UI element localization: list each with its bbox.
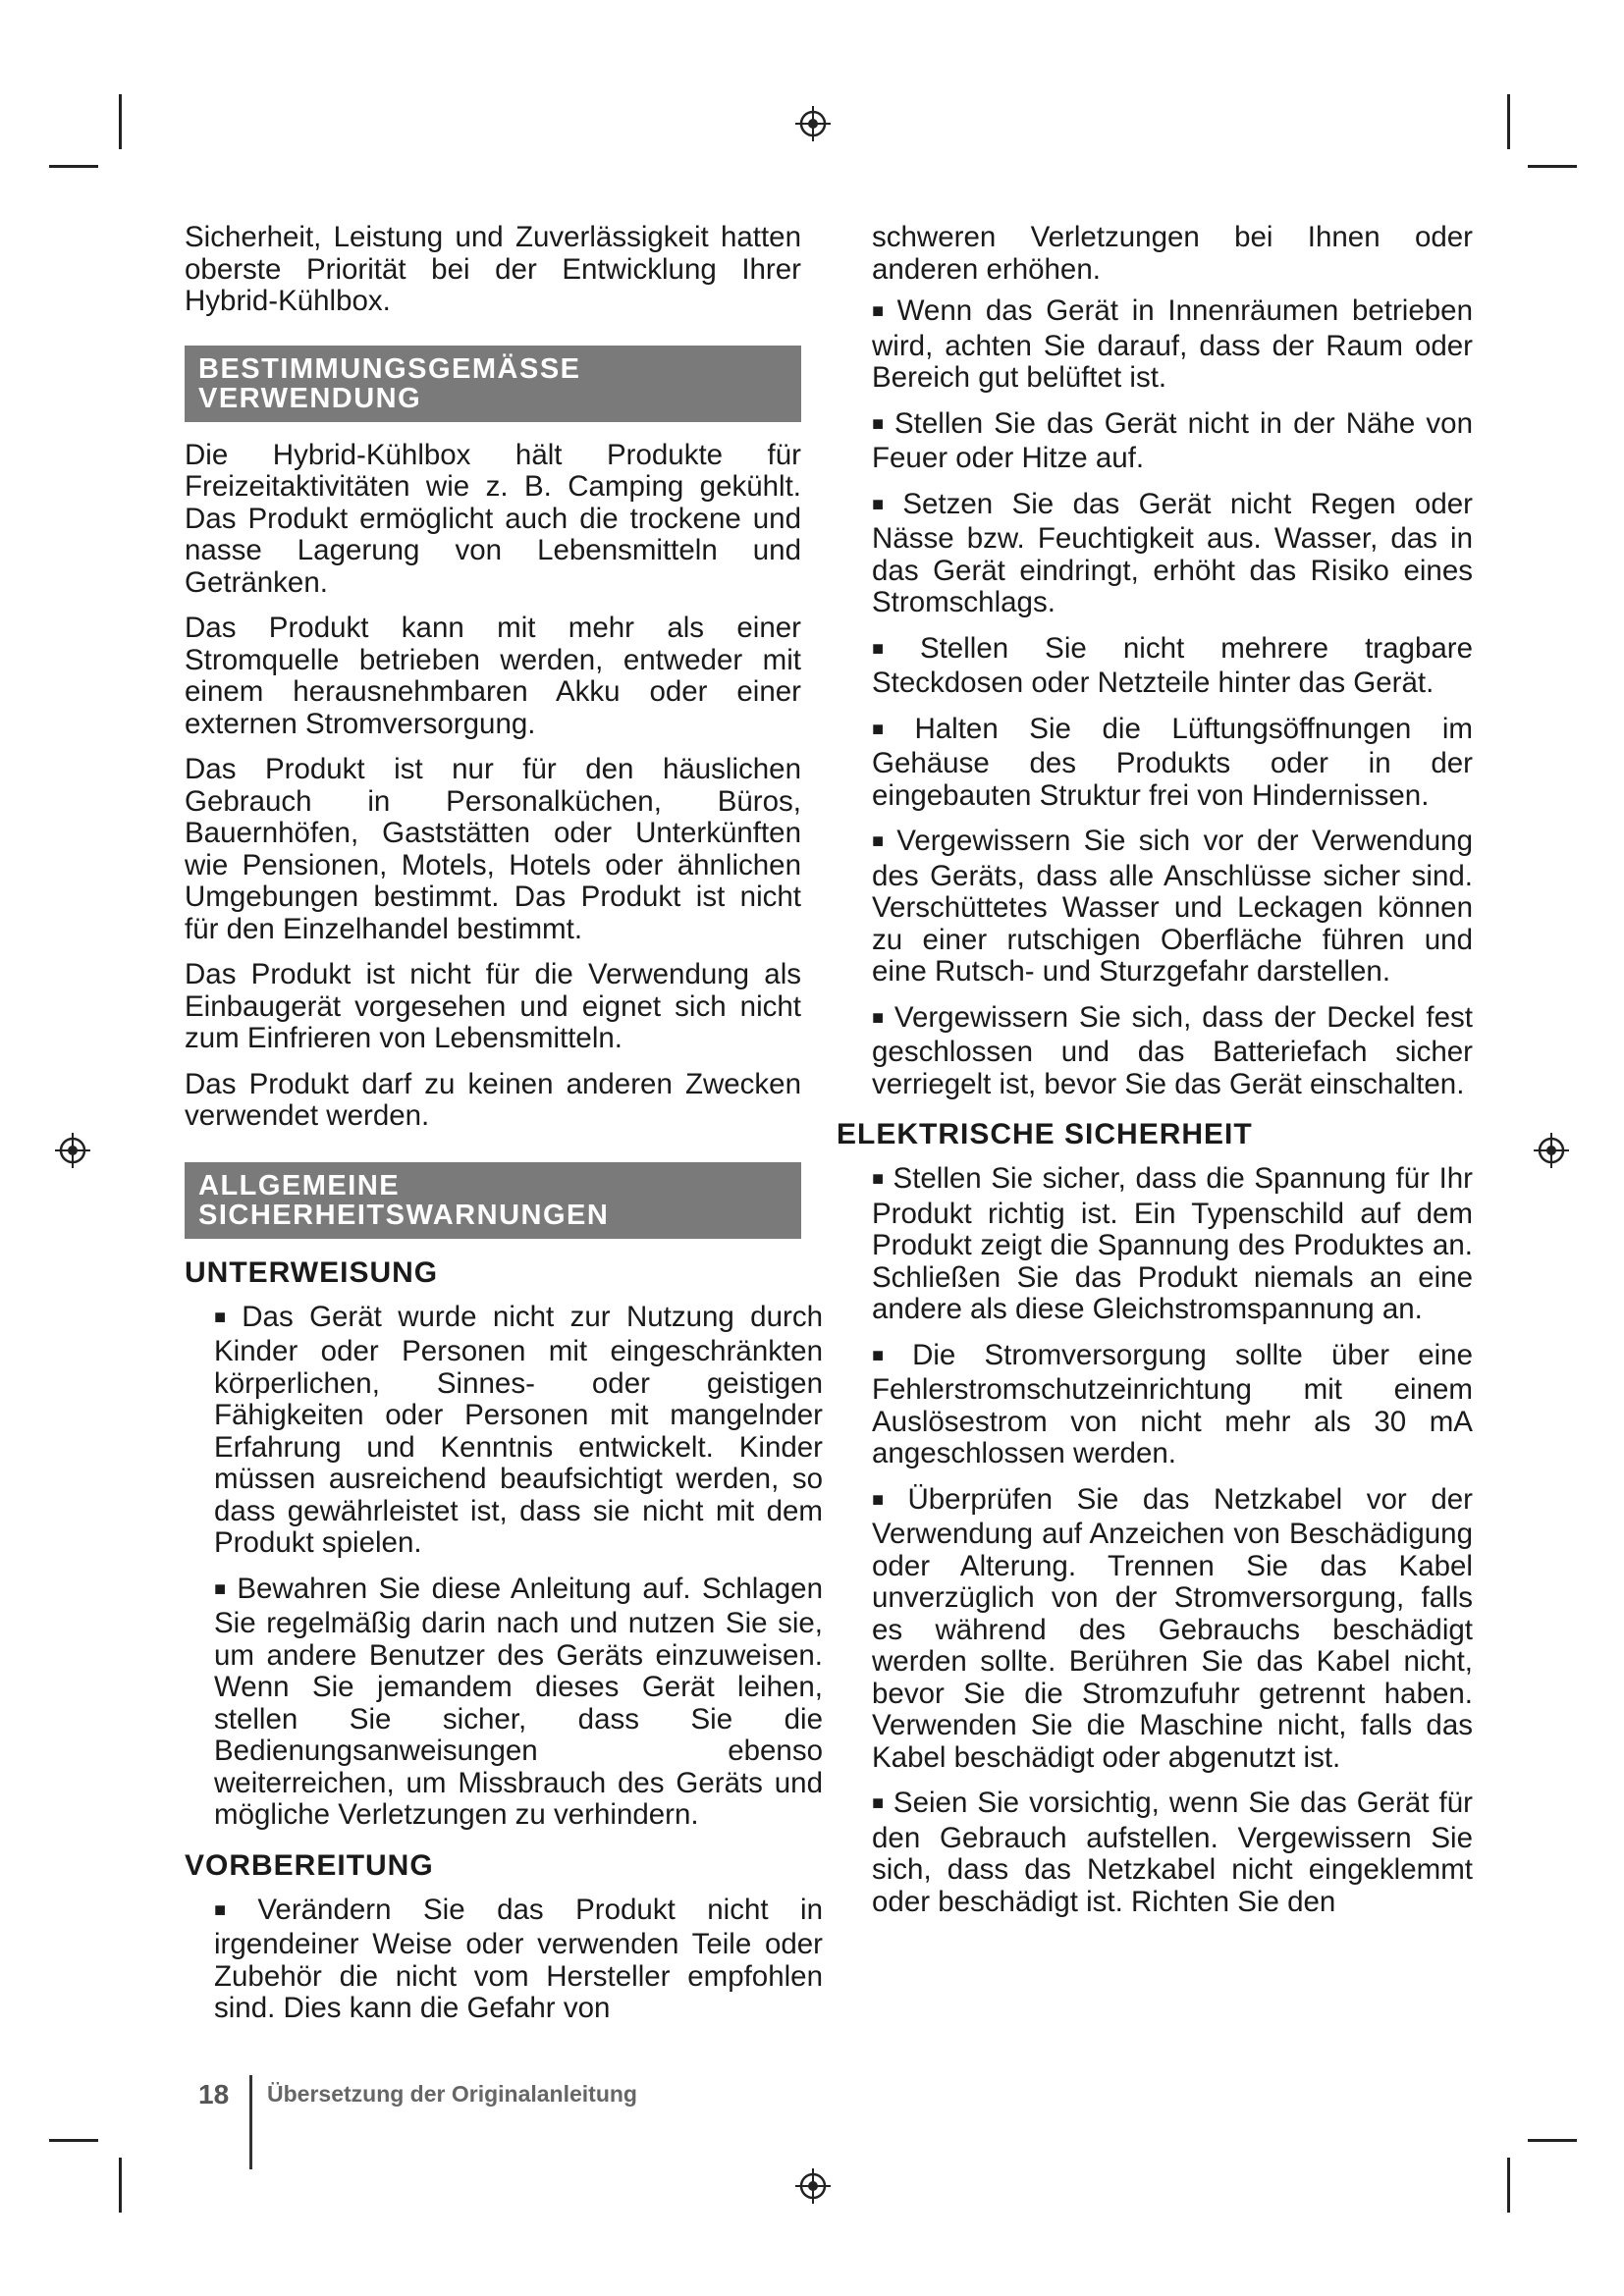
bullet-square-icon: ■ (872, 1488, 900, 1511)
bullet-square-icon: ■ (214, 1577, 230, 1600)
crop-mark (1507, 2158, 1510, 2213)
continued-paragraph: schweren Verletzungen bei Ihnen oder anderen erhöhen. (872, 221, 1473, 286)
crop-mark (1507, 94, 1510, 149)
bullet-item: ■ Vergewissern Sie sich, dass der Deckel fest geschlossen und das Batteriefach sicher verriegelt ist, bevor Sie das Gerät einschalten. (872, 1000, 1473, 1100)
bullet-square-icon: ■ (872, 1792, 886, 1814)
left-column (185, 221, 823, 2039)
bullet-item: ■ Überprüfen Sie das Netzkabel vor der Verwendung auf Anzeichen von Beschädigung oder Alterung. Trennen Sie das Kabel unverzüglich von der Stromversorgung, falls es während des Gebrauchs beschädigt werden sollte. Berühren Sie das Kabel nicht, bevor Sie die Stromzufuhr getrennt haben. Verwenden Sie die Maschine nicht, falls das Kabel beschädigt oder abgenutzt ist. (872, 1482, 1473, 1774)
bullet-item: ■ Setzen Sie das Gerät nicht Regen oder Nässe bzw. Feuchtigkeit aus. Wasser, das in das Gerät eindringt, erhöht das Risiko eines Stromschlags. (872, 487, 1473, 618)
bullet-item: ■ Bewahren Sie diese Anleitung auf. Schlagen Sie regelmäßig darin nach und nutzen Sie sie, um andere Benutzer des Geräts einzuweisen. Wenn Sie jemandem dieses Gerät leihen, stellen Sie sicher, dass Sie die Bedienungsanweisungen ebenso weiterreichen, um Missbrauch des Geräts und mögliche Verletzungen zu verhindern. (214, 1572, 823, 1831)
bullet-square-icon: ■ (214, 1306, 235, 1328)
registration-mark-icon (793, 104, 833, 143)
bullet-square-icon: ■ (872, 830, 890, 852)
bullet-square-icon: ■ (214, 1898, 250, 1921)
crop-mark (49, 2139, 98, 2142)
bullet-square-icon: ■ (872, 1006, 887, 1029)
bullet-square-icon: ■ (872, 493, 895, 515)
bullet-square-icon: ■ (872, 1344, 905, 1366)
bullet-square-icon: ■ (872, 300, 890, 322)
bullet-item: ■ Halten Sie die Lüftungsöffnungen im Gehäuse des Produkts oder in der eingebauten Struktur frei von Hindernissen. (872, 712, 1473, 812)
paragraph: Die Hybrid-Kühlbox hält Produkte für Freizeitaktivitäten wie z. B. Camping gekühlt. Das Produkt ermöglicht auch die trockene und nasse Lagerung von Lebensmitteln und Getränken. (185, 438, 801, 599)
crop-mark (119, 2158, 122, 2213)
crop-mark (49, 165, 98, 168)
footer-text: Übersetzung der Originalanleitung (267, 2081, 637, 2107)
bullet-item: ■ Verändern Sie das Produkt nicht in irgendeiner Weise oder verwenden Teile oder Zubehör die nicht vom Hersteller empfohlen sind. Dies kann die Gefahr von (214, 1893, 823, 2024)
bullet-item: ■ Das Gerät wurde nicht zur Nutzung durch Kinder oder Personen mit eingeschränkten körperlichen, Sinnes- oder geistigen Fähigkeiten oder Personen mit mangelnder Erfahrung und Kenntnis entwickelt. Kinder müssen ausreichend beaufsichtigt werden, so dass gewährleistet ist, dass sie nicht mit dem Produkt spielen. (214, 1300, 823, 1559)
subheading-preparation: VORBEREITUNG (185, 1848, 434, 1882)
paragraph: Das Produkt ist nur für den häuslichen Gebrauch in Personalküchen, Büros, Bauernhöfen, Gaststätten oder Unterkünften wie Pensionen, Motels, Hotels oder ähnlichen Umgebungen bestimmt. Das Produkt ist nicht für den Einzelhandel bestimmt. (185, 753, 801, 945)
bullet-item: ■ Stellen Sie nicht mehrere tragbare Steckdosen oder Netzteile hinter das Gerät. (872, 631, 1473, 699)
paragraph: Das Produkt ist nicht für die Verwendung als Einbaugerät vorgesehen und eignet sich nicht zum Einfrieren von Lebensmitteln. (185, 958, 801, 1054)
bullet-item: ■ Vergewissern Sie sich vor der Verwendung des Geräts, dass alle Anschlüsse sicher sind. Verschüttetes Wasser und Leckagen können zu einer rutschigen Oberfläche führen und eine Rutsch- und Sturzgefahr darstellen. (872, 825, 1473, 988)
crop-mark (119, 94, 122, 149)
registration-mark-icon (1532, 1131, 1571, 1170)
paragraph: Das Produkt darf zu keinen anderen Zwecken verwendet werden. (185, 1067, 801, 1132)
paragraph: Das Produkt kann mit mehr als einer Stromquelle betrieben werden, entweder mit einem herausnehmbaren Akku oder einer externen Stromversorgung. (185, 612, 801, 740)
bullet-square-icon: ■ (872, 412, 887, 435)
registration-mark-icon (793, 2166, 833, 2206)
registration-mark-icon (53, 1131, 92, 1170)
bullet-square-icon: ■ (872, 1168, 886, 1190)
page-number: 18 (198, 2079, 230, 2109)
footer-divider (249, 2075, 252, 2169)
bullet-square-icon: ■ (872, 637, 912, 660)
bullet-item: ■ Seien Sie vorsichtig, wenn Sie das Gerät für den Gebrauch aufstellen. Vergewissern Sie sich, dass das Netzkabel nicht eingeklemmt oder beschädigt ist. Richten Sie den (872, 1787, 1473, 1918)
bullet-square-icon: ■ (872, 718, 907, 740)
right-column (837, 221, 1473, 1932)
bullet-item: ■ Die Stromversorgung sollte über eine Fehlerstromschutzeinrichtung mit einem Auslösestrom von nicht mehr als 30 mA angeschlossen werden. (872, 1338, 1473, 1469)
crop-mark (1528, 165, 1577, 168)
subheading-instruction: UNTERWEISUNG (185, 1255, 439, 1289)
section-heading-intended-use: BESTIMMUNGSGEMÄSSE VERWENDUNG (185, 346, 801, 422)
section-heading-safety-warnings: ALLGEMEINE SICHERHEITSWARNUNGEN (185, 1162, 801, 1239)
bullet-item: ■ Wenn das Gerät in Innenräumen betrieben wird, achten Sie darauf, dass der Raum oder Bereich gut belüftet ist. (872, 294, 1473, 394)
bullet-item: ■ Stellen Sie sicher, dass die Spannung für Ihr Produkt richtig ist. Ein Typenschild auf dem Produkt zeigt die Spannung des Produktes an. Schließen Sie das Produkt niemals an eine andere als diese Gleichstromspannung an. (872, 1162, 1473, 1325)
crop-mark (1528, 2139, 1577, 2142)
intro-paragraph: Sicherheit, Leistung und Zuverlässigkeit hatten oberste Priorität bei der Entwicklung Ihrer Hybrid-Kühlbox. (185, 221, 801, 317)
bullet-item: ■ Stellen Sie das Gerät nicht in der Nähe von Feuer oder Hitze auf. (872, 406, 1473, 474)
subheading-electrical-safety: ELEKTRISCHE SICHERHEIT (837, 1118, 1253, 1150)
